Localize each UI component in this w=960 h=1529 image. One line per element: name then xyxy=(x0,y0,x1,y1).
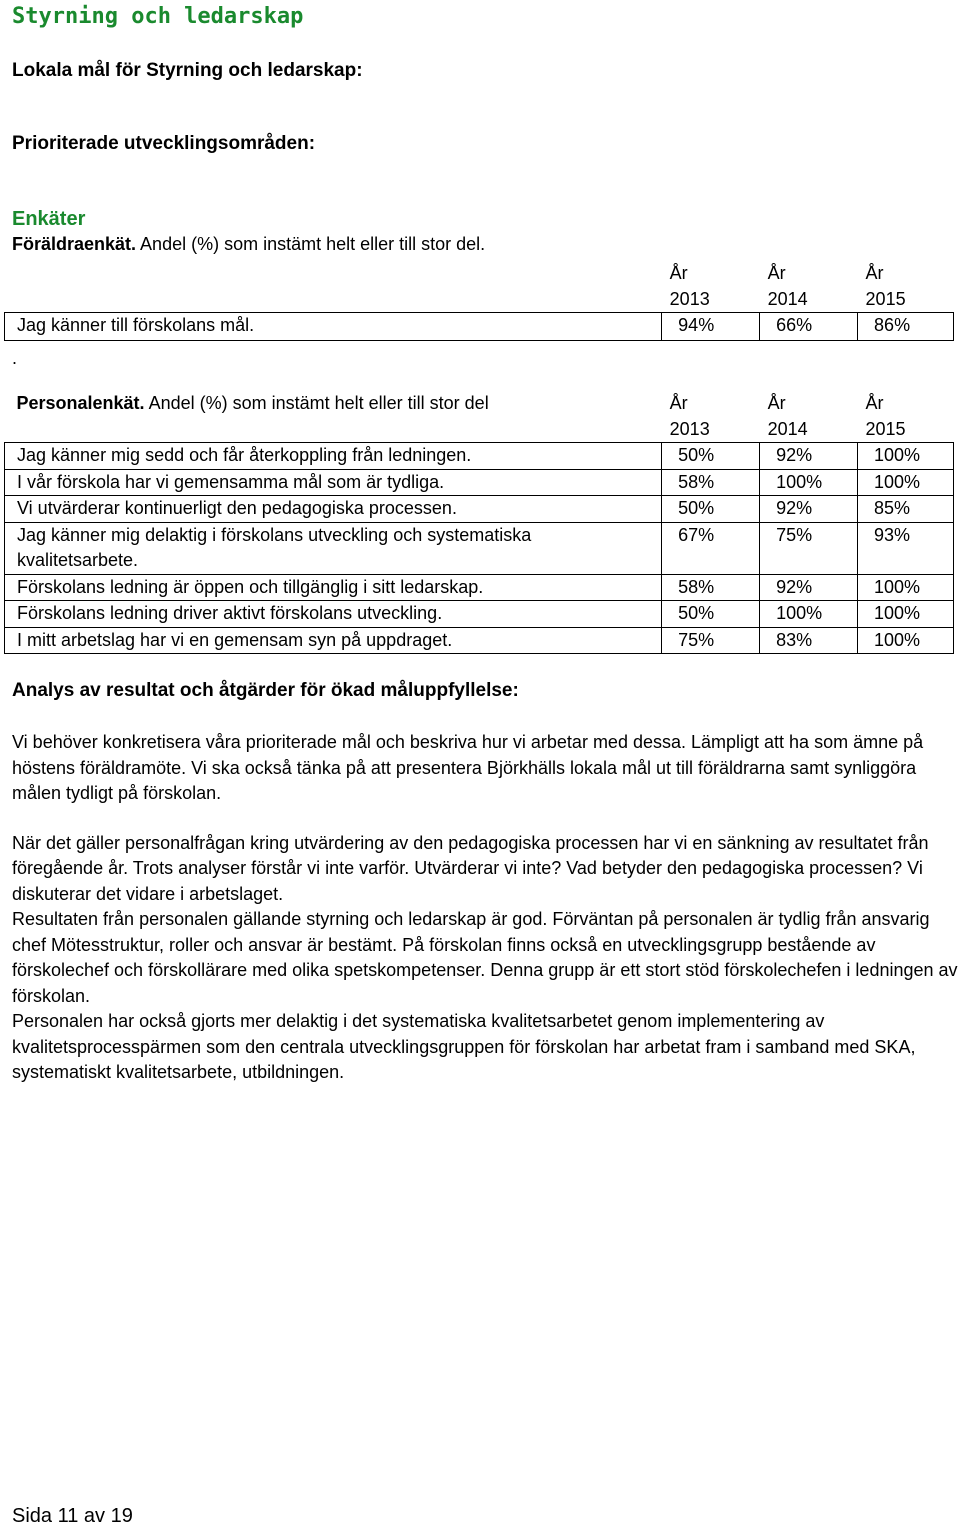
statement-cell: Jag känner mig sedd och får återkoppling från ledningen. xyxy=(5,443,662,470)
value-2013: 58% xyxy=(662,469,760,496)
statement-cell: Förskolans ledning driver aktivt förskolans utveckling. xyxy=(5,601,662,628)
table-row xyxy=(5,313,954,341)
analysis-text xyxy=(12,730,960,1086)
parent-survey-label-bold: Föräldraenkät. xyxy=(12,234,137,254)
value-2015: 100% xyxy=(858,443,954,470)
parent-survey-year-row xyxy=(5,260,954,313)
analysis-paragraph: Resultaten från personalen gällande styrning och ledarskap är god. Förväntan på personalen är tydlig från ansvarig chef Mötesstruktur, roller och ansvar är bestämt. På förskolan finns också en utvecklingsgrupp bestående av förskolechef och förskollärare med olika spetskompetenser. Denna grupp är ett stort stöd förskolechefen i ledningen av förskolan. xyxy=(12,909,958,1006)
value-2014: 83% xyxy=(760,627,858,654)
analysis-heading: Analys av resultat och åtgärder för ökad måluppfyllelse: xyxy=(12,680,519,701)
statement-cell: I vår förskola har vi gemensamma mål som är tydliga. xyxy=(5,469,662,496)
value-2015: 100% xyxy=(858,574,954,601)
value-2013: 50% xyxy=(662,601,760,628)
table-row xyxy=(5,522,954,574)
parent-survey-label-rest: Andel (%) som instämt helt eller till stor del. xyxy=(136,234,486,254)
table-row xyxy=(5,601,954,628)
staff-survey-label: Personalenkät. Andel (%) som instämt helt eller till stor del xyxy=(16,393,489,413)
table-row xyxy=(5,574,954,601)
value-2015: 100% xyxy=(858,469,954,496)
table-row xyxy=(5,469,954,496)
table-row xyxy=(5,443,954,470)
statement-cell: Förskolans ledning är öppen och tillgänglig i sitt ledarskap. xyxy=(5,574,662,601)
statement-cell: Vi utvärderar kontinuerligt den pedagogiska processen. xyxy=(5,496,662,523)
parent-survey-table xyxy=(4,260,954,341)
statement-cell: Jag känner till förskolans mål. xyxy=(5,313,662,341)
table-row xyxy=(5,496,954,523)
analysis-paragraph: Vi behöver konkretisera våra prioriterade mål och beskriva hur vi arbetar med dessa. Lämpligt att ha som ämne på höstens föräldramöte. Vi ska också tänka på att presentera Björkhälls lokala mål ut till föräldrarna samt synliggöra målen tydligt på förskolan. xyxy=(12,732,924,803)
year-header-2015: År 2015 xyxy=(865,393,906,439)
year-header-2014: År 2014 xyxy=(767,393,808,439)
local-goals-heading: Lokala mål för Styrning och ledarskap: xyxy=(12,60,363,81)
section-title: Styrning och ledarskap xyxy=(12,4,304,29)
parent-survey-label xyxy=(12,234,485,255)
value-2014: 66% xyxy=(760,313,858,341)
value-2013: 58% xyxy=(662,574,760,601)
value-2014: 92% xyxy=(760,574,858,601)
value-2013: 50% xyxy=(662,496,760,523)
value-2015: 100% xyxy=(858,627,954,654)
value-2014: 92% xyxy=(760,496,858,523)
value-2015: 93% xyxy=(858,522,954,574)
year-header-2014: År 2014 xyxy=(767,263,808,309)
value-2013: 75% xyxy=(662,627,760,654)
value-2013: 50% xyxy=(662,443,760,470)
year-header-2015: År 2015 xyxy=(865,263,906,309)
value-2015: 85% xyxy=(858,496,954,523)
analysis-paragraph: Personalen har också gjorts mer delaktig i det systematiska kvalitetsarbetet genom implementering av kvalitetsprocesspärmen som den centrala utvecklingsgruppen för förskolan har arbetat fram i samband med SKA, systematiskt kvalitetsarbete, utbildningen. xyxy=(12,1011,916,1082)
year-header-2013: År 2013 xyxy=(669,393,710,439)
staff-survey-table xyxy=(4,390,954,654)
value-2015: 100% xyxy=(858,601,954,628)
analysis-paragraph: När det gäller personalfrågan kring utvärdering av den pedagogiska processen har vi en sänkning av resultatet från föregående år. Trots analyser förstår vi inte varför. Utvärderar vi inte? Vad betyder den pedagogiska processen? Vi diskuterar det vidare i arbetslaget. xyxy=(12,832,929,904)
statement-cell: Jag känner mig delaktig i förskolans utveckling och systematiska kvalitetsarbete. xyxy=(5,522,662,574)
table-row xyxy=(5,627,954,654)
priorities-heading: Prioriterade utvecklingsområden: xyxy=(12,133,316,154)
dot-separator: . xyxy=(12,348,18,368)
value-2015: 86% xyxy=(858,313,954,341)
value-2014: 92% xyxy=(760,443,858,470)
value-2014: 75% xyxy=(760,522,858,574)
value-2014: 100% xyxy=(760,469,858,496)
page-footer: Sida 11 av 19 xyxy=(12,1505,133,1527)
value-2013: 94% xyxy=(662,313,760,341)
value-2014: 100% xyxy=(760,601,858,628)
surveys-heading: Enkäter xyxy=(12,208,86,230)
statement-cell: I mitt arbetslag har vi en gemensam syn på uppdraget. xyxy=(5,627,662,654)
year-header-2013: År 2013 xyxy=(669,263,710,309)
staff-survey-year-row xyxy=(5,390,954,443)
value-2013: 67% xyxy=(662,522,760,574)
